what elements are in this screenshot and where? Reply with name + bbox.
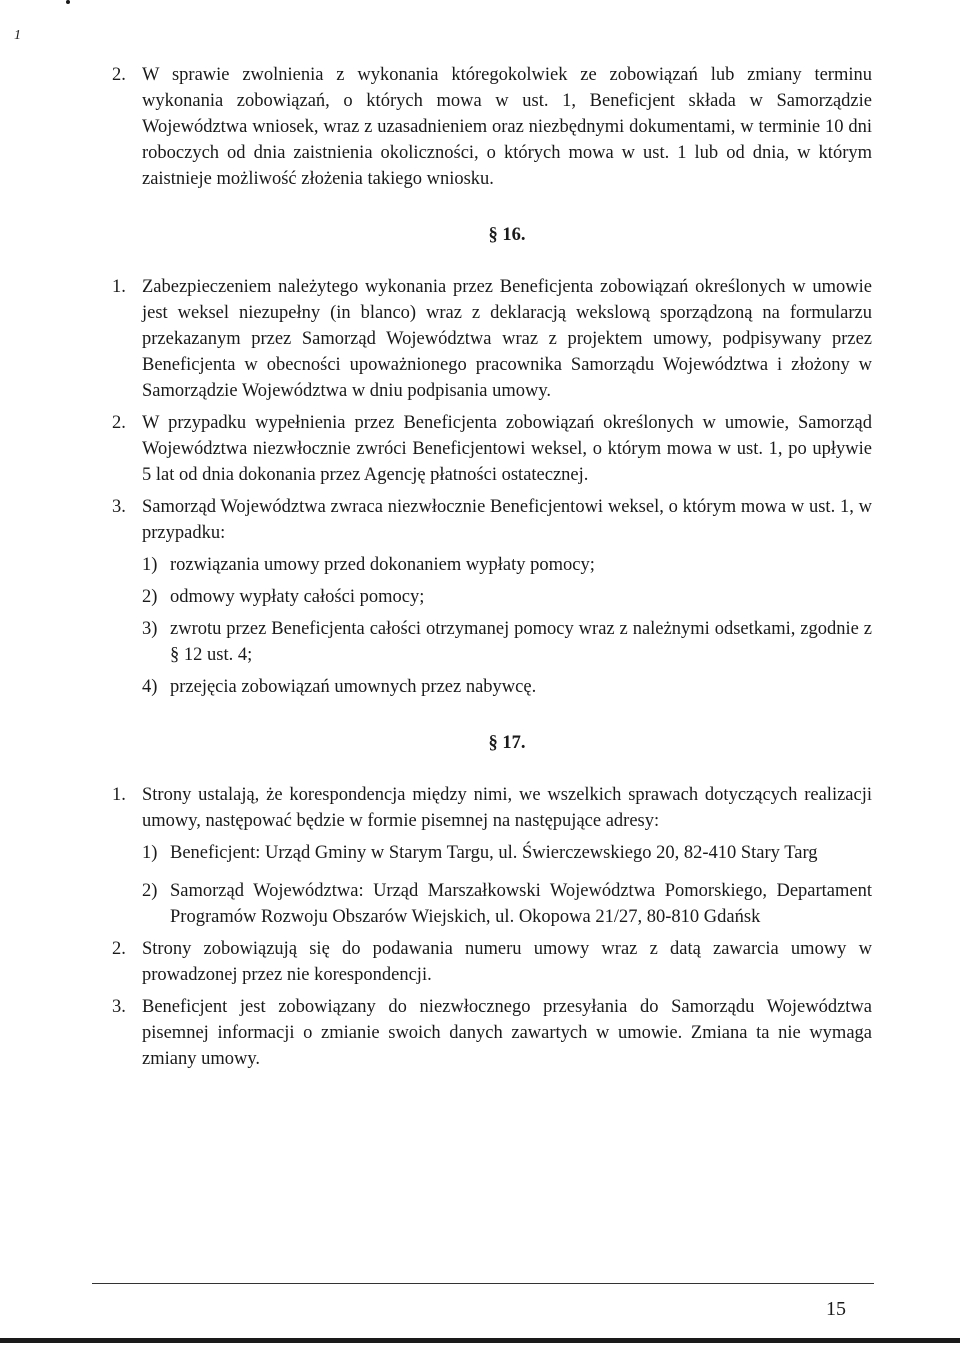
item-text: Beneficjent jest zobowiązany do niezwłocznego przesyłania do Samorządu Województwa pisemnej informacji o zmianie swoich danych zawartych w umowie. Zmiana ta nie wymaga zmiany umowy. [142,997,872,1069]
subitem-number: 4) [142,677,158,697]
s16-subitem-1 [142,552,872,578]
address-number: 2) [142,881,158,901]
s17-item-2 [112,936,872,988]
paragraph-number: 2. [112,65,126,85]
subitem-number: 1) [142,555,158,575]
item-number: 2. [112,413,126,433]
subitem-text: odmowy wypłaty całości pomocy; [170,587,425,607]
page-number: 15 [826,1298,846,1320]
subitem-text: przejęcia zobowiązań umownych przez nabywcę. [170,677,537,697]
s17-item-3 [112,994,872,1072]
address-samorzad [142,878,872,930]
item-text: Zabezpieczeniem należytego wykonania przez Beneficjenta zobowiązań określonych w umowie jest weksel niezupełny (in blanco) wraz z deklaracją wekslową sporządzoną na formularzu przekazanym przez Samorząd Województwa wraz z projektem umowy, podpisywany przez Beneficjenta w obecności upoważnionego pracownika Samorządu Województwa i złożony w Samorządzie Województwa w dniu podpisania umowy. [142,277,872,401]
item-text: Samorząd Województwa zwraca niezwłocznie Beneficjentowi weksel, o którym mowa w ust. 1, w przypadku: [142,497,872,543]
item-number: 1. [112,277,126,297]
item-number: 3. [112,997,126,1017]
address-beneficjent [142,840,872,866]
scan-edge-line [0,1338,960,1343]
section-heading-17: § 17. [488,733,526,753]
footer-rule [92,1283,874,1284]
s16-subitems [112,552,872,700]
item-text: Strony zobowiązują się do podawania numeru umowy wraz z datą zawarcia umowy w prowadzonej przez nie korespondencji. [142,939,872,985]
s16-item-1 [112,274,872,404]
s16-subitem-4 [142,674,872,700]
scan-speck [66,0,70,4]
s16-subitem-2 [142,584,872,610]
s16-item-2 [112,410,872,488]
paragraph-2 [112,62,872,192]
paragraph-text: W sprawie zwolnienia z wykonania któregokolwiek ze zobowiązań lub zmiany terminu wykonania zobowiązań, o których mowa w ust. 1, Beneficjent składa w Samorządzie Województwa wniosek, wraz z uzasadnieniem oraz niezbędnymi dokumentami, w terminie 10 dni roboczych od dnia zaistnienia okoliczności, o których mowa w ust. 1 lub od dnia, w którym zaistnieje możliwość złożenia takiego wniosku. [142,65,872,189]
subitem-number: 2) [142,587,158,607]
section-heading-16: § 16. [488,225,526,245]
s16-item-3 [112,494,872,546]
subitem-text: rozwiązania umowy przed dokonaniem wypłaty pomocy; [170,555,595,575]
item-text: W przypadku wypełnienia przez Beneficjenta zobowiązań określonych w umowie, Samorząd Województwa niezwłocznie zwróci Beneficjentowi weksel, o którym mowa w ust. 1, po upływie 5 lat od dnia dokonania przez Agencję płatności ostatecznej. [142,413,872,485]
s17-item-1 [112,782,872,834]
item-number: 1. [112,785,126,805]
address-number: 1) [142,843,158,863]
address-text: Beneficjent: Urząd Gminy w Starym Targu, ul. Świerczewskiego 20, 82-410 Stary Targ [170,843,818,863]
address-text: Samorząd Województwa: Urząd Marszałkowski Województwa Pomorskiego, Departament Programów Rozwoju Obszarów Wiejskich, ul. Okopowa 21/27, 80-810 Gdańsk [170,881,872,927]
subitem-number: 3) [142,619,158,639]
subitem-text: zwrotu przez Beneficjenta całości otrzymanej pomocy wraz z należnymi odsetkami, zgodnie z § 12 ust. 4; [170,619,872,665]
s16-subitem-3 [142,616,872,668]
item-number: 2. [112,939,126,959]
item-text: Strony ustalają, że korespondencja między nimi, we wszelkich sprawach dotyczących realizacji umowy, następować będzie w formie pisemnej na następujące adresy: [142,785,872,831]
document-page [112,62,872,1072]
item-number: 3. [112,497,126,517]
s17-addresses [112,840,872,930]
header-mark: 1 [14,28,21,43]
